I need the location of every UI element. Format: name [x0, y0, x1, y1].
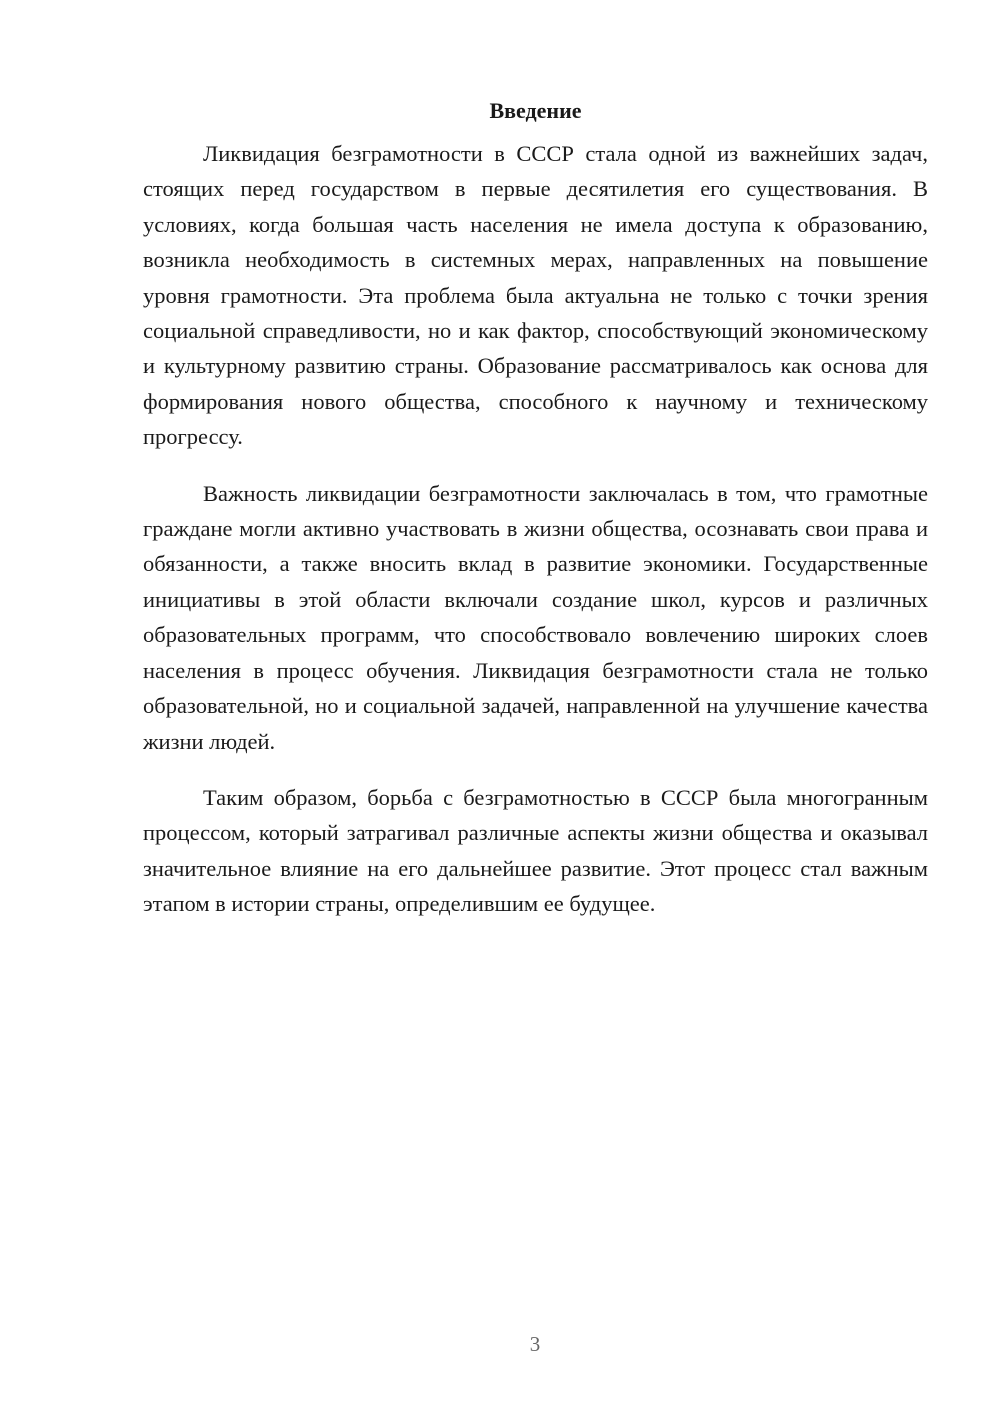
paragraph-3: Таким образом, борьба с безграмотностью в СССР была многогранным процессом, который затрагивал различные аспекты жизни общества и оказывал значительное влияние на его дальнейшее развитие. Этот процесс стал важным этапом в истории страны, определившим ее будущее.: [143, 784, 928, 917]
paragraph-2: Важность ликвидации безграмотности заключалась в том, что грамотные граждане могли активно участвовать в жизни общества, осознавать свои права и обязанности, а также вносить вклад в развитие экономики. Государственные инициативы в этой области включали создание школ, курсов и различных образовательных программ, что способствовало вовлечению широких слоев населения в процесс обучения. Ликвидация безграмотности стала не только образовательной, но и социальной задачей, направленной на улучшение качества жизни людей.: [143, 480, 928, 754]
page-number: 3: [529, 1332, 541, 1356]
section-heading: Введение: [489, 98, 582, 123]
page-content: [143, 94, 928, 943]
paragraph-1: Ликвидация безграмотности в СССР стала одной из важнейших задач, стоящих перед государством в первые десятилетия его существования. В условиях, когда большая часть населения не имела доступа к образованию, возникла необходимость в системных мерах, направленных на повышение уровня грамотности. Эта проблема была актуальна не только с точки зрения социальной справедливости, но и как фактор, способствующий экономическому и культурному развитию страны. Образование рассматривалось как основа для формирования нового общества, способного к научному и техническому прогрессу.: [143, 141, 928, 450]
